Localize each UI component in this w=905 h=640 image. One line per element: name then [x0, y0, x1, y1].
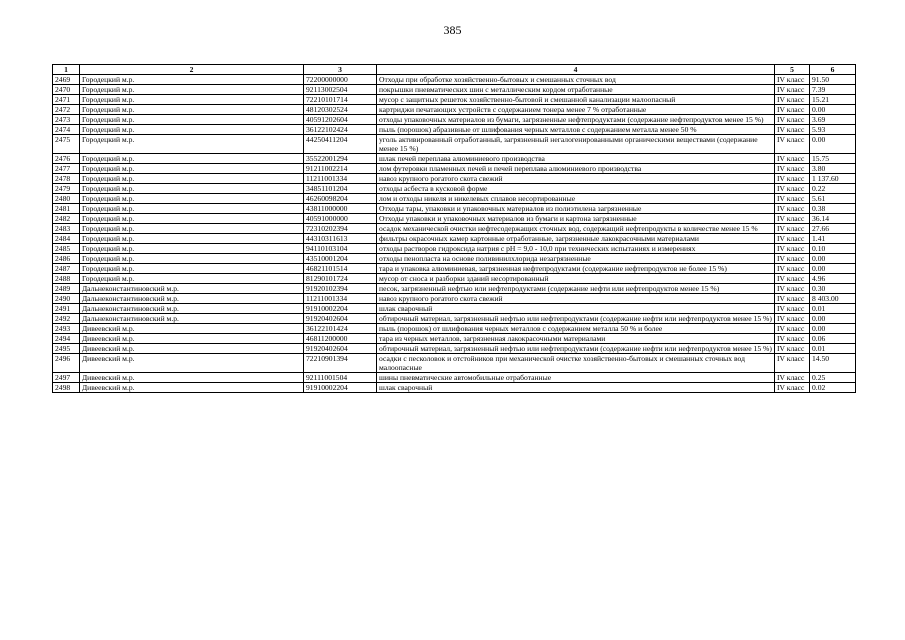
hazard-class: IV класс [775, 254, 810, 264]
table-row [53, 194, 856, 204]
district-name: Дальнеконстантиновский м.р. [80, 284, 304, 294]
row-number: 2474 [53, 125, 80, 135]
waste-description: Отходы упаковки и упаковочных материалов из бумаги и картона загрязненные [377, 214, 775, 224]
waste-code: 72200000000 [304, 75, 377, 85]
waste-description: Отходы при обработке хозяйственно-бытовых и смешанных сточных вод [377, 75, 775, 85]
hazard-class: IV класс [775, 194, 810, 204]
row-number: 2487 [53, 264, 80, 274]
row-number: 2496 [53, 354, 80, 373]
waste-description: шлак печей переплава алюминиевого производства [377, 154, 775, 164]
waste-amount: 15.21 [810, 95, 856, 105]
district-name: Городецкий м.р. [80, 184, 304, 194]
hazard-class: IV класс [775, 234, 810, 244]
waste-code: 46811200000 [304, 334, 377, 344]
column-header: 4 [377, 65, 775, 75]
waste-amount: 3.80 [810, 164, 856, 174]
row-number: 2486 [53, 254, 80, 264]
waste-description: шлак сварочный [377, 304, 775, 314]
table-row [53, 214, 856, 224]
column-header: 6 [810, 65, 856, 75]
waste-code: 48120302524 [304, 105, 377, 115]
district-name: Городецкий м.р. [80, 224, 304, 234]
table-row [53, 164, 856, 174]
hazard-class: IV класс [775, 373, 810, 383]
waste-description: уголь активированный отработанный, загрязненный негалогенированными органическими веществами (содержание менее 15 %) [377, 135, 775, 154]
district-name: Дальнеконстантиновский м.р. [80, 304, 304, 314]
waste-code: 91920102394 [304, 284, 377, 294]
waste-amount: 91.50 [810, 75, 856, 85]
hazard-class: IV класс [775, 284, 810, 294]
waste-description: мусор от сноса и разборки зданий несортированный [377, 274, 775, 284]
row-number: 2480 [53, 194, 80, 204]
hazard-class: IV класс [775, 334, 810, 344]
waste-code: 92111001504 [304, 373, 377, 383]
waste-code: 72210901394 [304, 354, 377, 373]
district-name: Городецкий м.р. [80, 164, 304, 174]
table-row [53, 294, 856, 304]
waste-code: 91910002204 [304, 304, 377, 314]
waste-amount: 7.39 [810, 85, 856, 95]
hazard-class: IV класс [775, 264, 810, 274]
district-name: Городецкий м.р. [80, 274, 304, 284]
district-name: Городецкий м.р. [80, 264, 304, 274]
row-number: 2476 [53, 154, 80, 164]
row-number: 2478 [53, 174, 80, 184]
hazard-class: IV класс [775, 294, 810, 304]
waste-description: лом футеровки пламенных печей и печей переплава алюминиевого производства [377, 164, 775, 174]
waste-amount: 14.50 [810, 354, 856, 373]
district-name: Дальнеконстантиновский м.р. [80, 294, 304, 304]
waste-register-table [52, 64, 856, 393]
row-number: 2479 [53, 184, 80, 194]
waste-amount: 0.01 [810, 304, 856, 314]
district-name: Городецкий м.р. [80, 135, 304, 154]
waste-code: 11211001334 [304, 294, 377, 304]
table-row [53, 105, 856, 115]
hazard-class: IV класс [775, 314, 810, 324]
table-row [53, 244, 856, 254]
district-name: Городецкий м.р. [80, 204, 304, 214]
waste-code: 44250411204 [304, 135, 377, 154]
table-row [53, 204, 856, 214]
hazard-class: IV класс [775, 354, 810, 373]
hazard-class: IV класс [775, 95, 810, 105]
hazard-class: IV класс [775, 154, 810, 164]
waste-description: отходы упаковочных материалов из бумаги, загрязненные нефтепродуктами (содержание нефтепродуктов менее 15 %) [377, 115, 775, 125]
district-name: Дивеевский м.р. [80, 354, 304, 373]
waste-code: 36122101424 [304, 324, 377, 334]
table-row [53, 125, 856, 135]
waste-description: осадок механической очистки нефтесодержащих сточных вод, содержащий нефтепродукты в количестве менее 15 % [377, 224, 775, 234]
waste-code: 91920402604 [304, 344, 377, 354]
district-name: Городецкий м.р. [80, 125, 304, 135]
hazard-class: IV класс [775, 75, 810, 85]
waste-amount: 3.69 [810, 115, 856, 125]
row-number: 2482 [53, 214, 80, 224]
table-row [53, 373, 856, 383]
waste-amount: 0.10 [810, 244, 856, 254]
district-name: Городецкий м.р. [80, 154, 304, 164]
waste-description: Отходы тары, упаковки и упаковочных материалов из полиэтилена загрязненные [377, 204, 775, 214]
waste-amount: 0.25 [810, 373, 856, 383]
district-name: Дивеевский м.р. [80, 334, 304, 344]
waste-code: 36122102424 [304, 125, 377, 135]
waste-description: лом и отходы никеля и никелевых сплавов несортированные [377, 194, 775, 204]
waste-amount: 0.00 [810, 105, 856, 115]
table-row [53, 135, 856, 154]
table-row [53, 75, 856, 85]
row-number: 2494 [53, 334, 80, 344]
waste-description: тара из черных металлов, загрязненная лакокрасочными материалами [377, 334, 775, 344]
hazard-class: IV класс [775, 304, 810, 314]
waste-amount: 0.00 [810, 135, 856, 154]
table-header-row [53, 65, 856, 75]
waste-code: 46260098204 [304, 194, 377, 204]
table-row [53, 254, 856, 264]
row-number: 2498 [53, 383, 80, 393]
row-number: 2473 [53, 115, 80, 125]
hazard-class: IV класс [775, 274, 810, 284]
hazard-class: IV класс [775, 244, 810, 254]
district-name: Городецкий м.р. [80, 174, 304, 184]
waste-code: 92113002504 [304, 85, 377, 95]
district-name: Дальнеконстантиновский м.р. [80, 314, 304, 324]
row-number: 2470 [53, 85, 80, 95]
row-number: 2490 [53, 294, 80, 304]
waste-description: мусор с защитных решеток хозяйственно-бытовой и смешанной канализации малоопасный [377, 95, 775, 105]
row-number: 2485 [53, 244, 80, 254]
column-header: 3 [304, 65, 377, 75]
waste-amount: 0.02 [810, 383, 856, 393]
waste-code: 40591202604 [304, 115, 377, 125]
hazard-class: IV класс [775, 115, 810, 125]
hazard-class: IV класс [775, 85, 810, 95]
table-row [53, 383, 856, 393]
waste-amount: 5.93 [810, 125, 856, 135]
table-row [53, 344, 856, 354]
table-row [53, 304, 856, 314]
waste-description: навоз крупного рогатого скота свежий [377, 294, 775, 304]
district-name: Городецкий м.р. [80, 75, 304, 85]
column-header: 2 [80, 65, 304, 75]
row-number: 2497 [53, 373, 80, 383]
waste-amount: 4.96 [810, 274, 856, 284]
table-row [53, 115, 856, 125]
row-number: 2491 [53, 304, 80, 314]
row-number: 2481 [53, 204, 80, 214]
waste-code: 72310202394 [304, 224, 377, 234]
waste-code: 91211002214 [304, 164, 377, 174]
waste-code: 43811000000 [304, 204, 377, 214]
table-row [53, 95, 856, 105]
waste-description: тара и упаковка алюминиевая, загрязненная нефтепродуктами (содержание нефтепродуктов не более 15 %) [377, 264, 775, 274]
waste-amount: 0.00 [810, 324, 856, 334]
waste-description: обтирочный материал, загрязненный нефтью или нефтепродуктами (содержание нефти или нефтепродуктов менее 15 %) [377, 314, 775, 324]
table-row [53, 264, 856, 274]
waste-description: пыль (порошок) абразивные от шлифования черных металлов с содержанием металла менее 50 % [377, 125, 775, 135]
row-number: 2469 [53, 75, 80, 85]
table-row [53, 284, 856, 294]
district-name: Городецкий м.р. [80, 194, 304, 204]
waste-amount: 36.14 [810, 214, 856, 224]
hazard-class: IV класс [775, 125, 810, 135]
waste-code: 46821101514 [304, 264, 377, 274]
waste-code: 94110103104 [304, 244, 377, 254]
hazard-class: IV класс [775, 135, 810, 154]
hazard-class: IV класс [775, 204, 810, 214]
waste-description: навоз крупного рогатого скота свежий [377, 174, 775, 184]
table-body [53, 75, 856, 393]
waste-amount: 0.00 [810, 314, 856, 324]
waste-description: отходы растворов гидроксида натрия с pH = 9,0 - 10,0 при технических испытаниях и измерениях [377, 244, 775, 254]
waste-description: обтирочный материал, загрязненный нефтью или нефтепродуктами (содержание нефти или нефтепродуктов менее 15 %) [377, 344, 775, 354]
district-name: Городецкий м.р. [80, 95, 304, 105]
waste-code: 91920402604 [304, 314, 377, 324]
row-number: 2488 [53, 274, 80, 284]
district-name: Городецкий м.р. [80, 85, 304, 95]
waste-amount: 0.30 [810, 284, 856, 294]
waste-code: 35522001294 [304, 154, 377, 164]
hazard-class: IV класс [775, 324, 810, 334]
hazard-class: IV класс [775, 214, 810, 224]
waste-description: отходы асбеста в кусковой форме [377, 184, 775, 194]
waste-amount: 0.06 [810, 334, 856, 344]
waste-amount: 0.22 [810, 184, 856, 194]
waste-code: 43510001204 [304, 254, 377, 264]
waste-description: шины пневматические автомобильные отработанные [377, 373, 775, 383]
waste-description: покрышки пневматических шин с металлическим кордом отработанные [377, 85, 775, 95]
row-number: 2475 [53, 135, 80, 154]
waste-amount: 0.00 [810, 254, 856, 264]
waste-description: отходы пенопласта на основе поливинилхлорида незагрязненные [377, 254, 775, 264]
hazard-class: IV класс [775, 224, 810, 234]
row-number: 2471 [53, 95, 80, 105]
hazard-class: IV класс [775, 383, 810, 393]
waste-code: 44310311613 [304, 234, 377, 244]
waste-description: шлак сварочный [377, 383, 775, 393]
hazard-class: IV класс [775, 184, 810, 194]
column-header: 1 [53, 65, 80, 75]
waste-code: 81290101724 [304, 274, 377, 284]
waste-description: песок, загрязненный нефтью или нефтепродуктами (содержание нефти или нефтепродуктов менее 15 %) [377, 284, 775, 294]
district-name: Городецкий м.р. [80, 254, 304, 264]
waste-amount: 15.75 [810, 154, 856, 164]
district-name: Дивеевский м.р. [80, 344, 304, 354]
district-name: Городецкий м.р. [80, 105, 304, 115]
district-name: Городецкий м.р. [80, 234, 304, 244]
table-row [53, 354, 856, 373]
hazard-class: IV класс [775, 174, 810, 184]
district-name: Дивеевский м.р. [80, 373, 304, 383]
table-row [53, 85, 856, 95]
waste-description: картриджи печатающих устройств с содержанием тонера менее 7 % отработанные [377, 105, 775, 115]
waste-amount: 8 403.00 [810, 294, 856, 304]
waste-code: 72210101714 [304, 95, 377, 105]
hazard-class: IV класс [775, 164, 810, 174]
waste-amount: 5.61 [810, 194, 856, 204]
row-number: 2492 [53, 314, 80, 324]
waste-code: 11211001334 [304, 174, 377, 184]
waste-code: 34851101204 [304, 184, 377, 194]
waste-code: 91910002204 [304, 383, 377, 393]
waste-amount: 0.38 [810, 204, 856, 214]
row-number: 2493 [53, 324, 80, 334]
row-number: 2489 [53, 284, 80, 294]
page-number: 385 [443, 23, 462, 37]
table-row [53, 314, 856, 324]
district-name: Городецкий м.р. [80, 115, 304, 125]
district-name: Дивеевский м.р. [80, 324, 304, 334]
table-row [53, 274, 856, 284]
hazard-class: IV класс [775, 105, 810, 115]
table-row [53, 234, 856, 244]
waste-amount: 27.66 [810, 224, 856, 234]
table-row [53, 154, 856, 164]
table-row [53, 184, 856, 194]
waste-amount: 1.41 [810, 234, 856, 244]
waste-description: фильтры окрасочных камер картонные отработанные, загрязненные лакокрасочными материалами [377, 234, 775, 244]
waste-description: осадки с песколовок и отстойников при механической очистке хозяйственно-бытовых и смешанных сточных вод малоопасные [377, 354, 775, 373]
row-number: 2484 [53, 234, 80, 244]
district-name: Городецкий м.р. [80, 214, 304, 224]
row-number: 2472 [53, 105, 80, 115]
column-header: 5 [775, 65, 810, 75]
waste-amount: 0.00 [810, 264, 856, 274]
table-row [53, 174, 856, 184]
row-number: 2477 [53, 164, 80, 174]
waste-description: пыль (порошок) от шлифования черных металлов с содержанием металла 50 % и более [377, 324, 775, 334]
hazard-class: IV класс [775, 344, 810, 354]
district-name: Городецкий м.р. [80, 244, 304, 254]
table-row [53, 334, 856, 344]
table-row [53, 224, 856, 234]
row-number: 2483 [53, 224, 80, 234]
district-name: Дивеевский м.р. [80, 383, 304, 393]
waste-amount: 1 137.60 [810, 174, 856, 184]
waste-code: 40591000000 [304, 214, 377, 224]
waste-amount: 0.01 [810, 344, 856, 354]
table-row [53, 324, 856, 334]
row-number: 2495 [53, 344, 80, 354]
